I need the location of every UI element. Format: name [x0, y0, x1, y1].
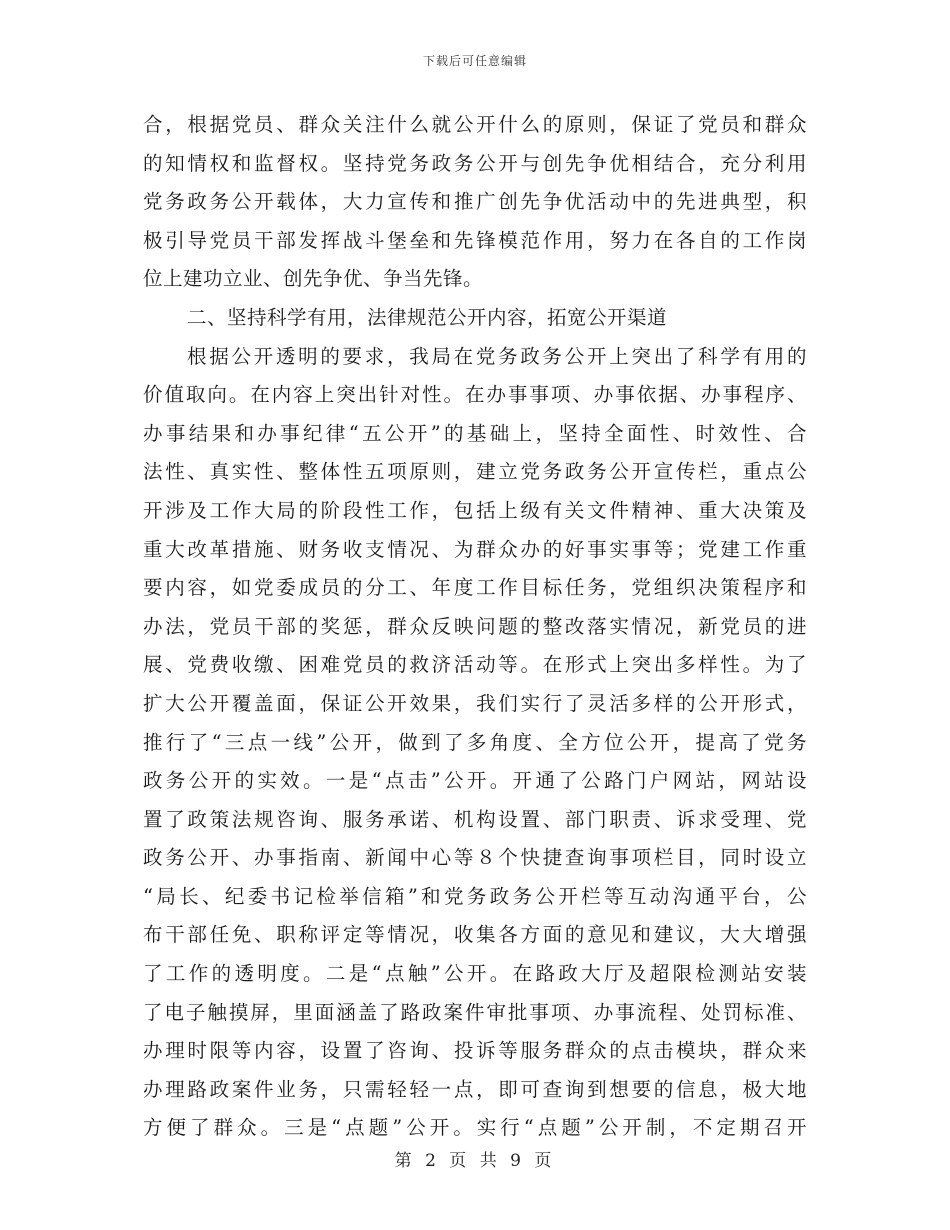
text-line: 开涉及工作大局的阶段性工作，包括上级有关文件精神、重大决策及	[143, 498, 807, 522]
text-line: 价值取向。在内容上突出针对性。在办事事项、办事依据、办事程序、	[143, 383, 807, 407]
text-line: 位上建功立业、创先争优、争当先锋。	[143, 267, 484, 291]
text-line: 布干部任免、职称评定等情况，收集各方面的意见和建议，大大增强	[143, 923, 807, 947]
text-line: 要内容，如党委成员的分工、年度工作目标任务，党组织决策程序和	[143, 576, 807, 600]
text-line: 推行了“三点一线”公开，做到了多角度、全方位公开，提高了党务	[143, 730, 807, 754]
text-line: 置了政策法规咨询、服务承诺、机构设置、部门职责、诉求受理、党	[143, 807, 807, 831]
text-line: 展、党费收缴、困难党员的救济活动等。在形式上突出多样性。为了	[143, 653, 807, 677]
paragraph-start-line: 根据公开透明的要求，我局在党务政务公开上突出了科学有用的	[187, 344, 807, 368]
text-line: 合，根据党员、群众关注什么就公开什么的原则，保证了党员和群众	[143, 113, 807, 136]
page-header-note: 下载后可任意编辑	[422, 54, 527, 68]
text-line: 政务公开的实效。一是“点击”公开。开通了公路门户网站，网站设	[143, 769, 807, 793]
section-heading: 二、坚持科学有用，法律规范公开内容，拓宽公开渠道	[187, 305, 668, 329]
text-line: 办事结果和办事纪律“五公开”的基础上，坚持全面性、时效性、合	[143, 421, 807, 445]
text-line: 的知情权和监督权。坚持党务政务公开与创先争优相结合，充分利用	[143, 151, 807, 175]
text-line: 办理路政案件业务，只需轻轻一点，即可查询到想要的信息，极大地	[143, 1077, 807, 1101]
text-line: 法性、真实性、整体性五项原则，建立党务政务公开宣传栏，重点公	[143, 460, 807, 484]
document-body	[143, 106, 807, 1148]
text-line: 政务公开、办事指南、新闻中心等８个快捷查询事项栏目，同时设立	[143, 846, 807, 870]
text-line: 极引导党员干部发挥战斗堡垒和先锋模范作用，努力在各自的工作岗	[143, 228, 807, 252]
text-line: 办理时限等内容，设置了咨询、投诉等服务群众的点击模块，群众来	[143, 1039, 807, 1063]
text-line: 方便了群众。三是“点题”公开。实行“点题”公开制，不定期召开	[143, 1116, 807, 1140]
text-line: 了工作的透明度。二是“点触”公开。在路政大厅及超限检测站安装	[143, 962, 807, 986]
text-line: 重大改革措施、财务收支情况、为群众办的好事实事等；党建工作重	[143, 537, 807, 561]
text-line: 办法，党员干部的奖惩，群众反映问题的整改落实情况，新党员的进	[143, 614, 807, 638]
text-line: 党务政务公开载体，大力宣传和推广创先争优活动中的先进典型，积	[143, 190, 807, 214]
text-line: 扩大公开覆盖面，保证公开效果，我们实行了灵活多样的公开形式，	[143, 691, 807, 715]
text-line: 了电子触摸屏，里面涵盖了路政案件审批事项、办事流程、处罚标准、	[143, 1000, 807, 1024]
text-line: “局长、纪委书记检举信箱”和党务政务公开栏等互动沟通平台，公	[143, 884, 807, 908]
page-number-footer: 第 2 页 共 9 页	[394, 1151, 556, 1171]
